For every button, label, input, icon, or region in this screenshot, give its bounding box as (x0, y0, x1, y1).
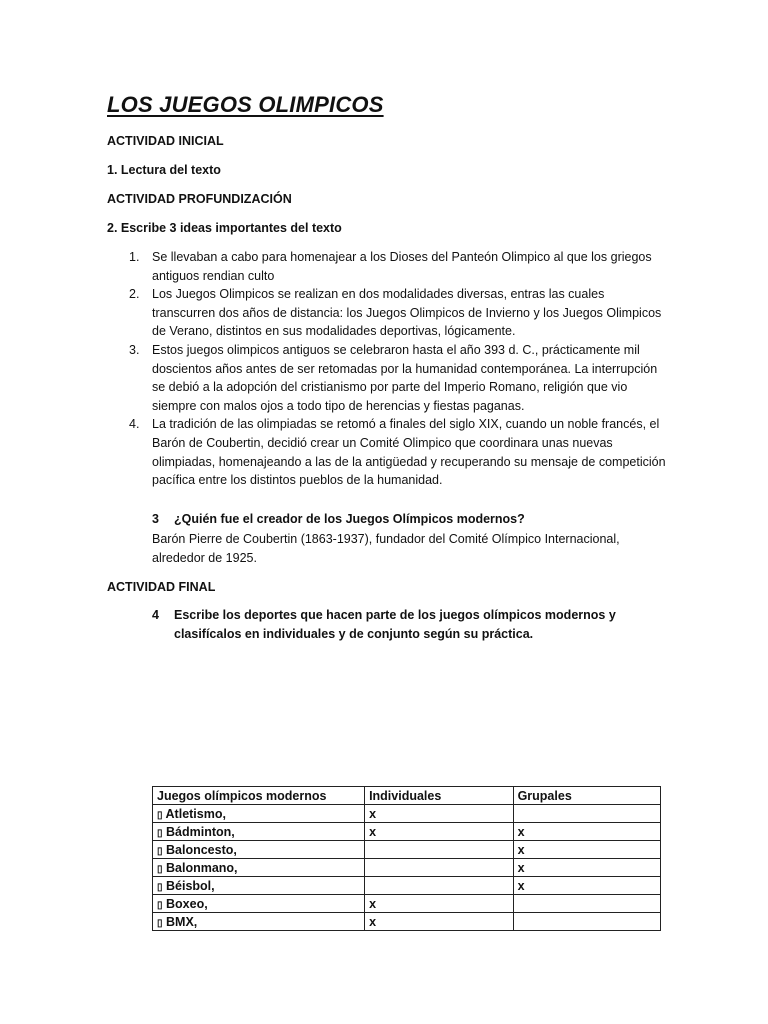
sport-cell (153, 913, 365, 931)
heading-actividad-profundizacion: ACTIVIDAD PROFUNDIZACIÓN (107, 192, 292, 206)
idea-number: 2. (129, 287, 140, 302)
item-escribe-ideas: 2. Escribe 3 ideas importantes del texto (107, 221, 342, 235)
table-row (153, 877, 661, 895)
idea-number: 3. (129, 342, 140, 357)
question-number: 4 (152, 608, 159, 622)
bullet-icon: ▯ (157, 827, 163, 839)
idea-item-2 (107, 285, 667, 341)
sport-name: Boxeo, (166, 896, 208, 911)
sport-cell (153, 841, 365, 859)
individual-cell: x (365, 895, 514, 913)
table-row (153, 805, 661, 823)
question-3 (152, 512, 525, 526)
idea-number: 4. (129, 417, 140, 432)
table-row (153, 841, 661, 859)
bullet-icon: ▯ (157, 845, 163, 857)
table-row (153, 823, 661, 841)
table-row (153, 895, 661, 913)
grupal-cell (513, 895, 660, 913)
header-juegos: Juegos olímpicos modernos (153, 787, 365, 805)
individual-cell: x (365, 823, 514, 841)
sport-name: Balonmano, (166, 860, 238, 875)
individual-cell: x (365, 913, 514, 931)
individual-cell (365, 841, 514, 859)
idea-text: Se llevaban a cabo para homenajear a los Dioses del Panteón Olimpico al que los griegos antiguos rendian culto (152, 250, 652, 283)
grupal-cell: x (513, 877, 660, 895)
idea-item-4 (107, 415, 667, 489)
heading-actividad-inicial: ACTIVIDAD INICIAL (107, 134, 224, 148)
item-lectura: 1. Lectura del texto (107, 163, 221, 177)
individual-cell: x (365, 805, 514, 823)
answer-3: Barón Pierre de Coubertin (1863-1937), fundador del Comité Olímpico Internacional, alrededor de 1925. (152, 532, 620, 565)
grupal-cell: x (513, 823, 660, 841)
question-4 (152, 606, 672, 644)
ideas-list (107, 248, 667, 490)
grupal-cell: x (513, 841, 660, 859)
sport-name: Bádminton, (166, 824, 235, 839)
bullet-icon: ▯ (157, 881, 163, 893)
idea-item-1 (107, 248, 667, 285)
bullet-icon: ▯ (157, 899, 163, 911)
sport-name: Atletismo, (165, 806, 226, 821)
individual-cell (365, 859, 514, 877)
bullet-icon: ▯ (157, 917, 163, 929)
sport-name: BMX, (166, 914, 198, 929)
grupal-cell: x (513, 859, 660, 877)
sports-table (152, 786, 661, 931)
sport-name: Baloncesto, (166, 842, 237, 857)
table-header-row (153, 787, 661, 805)
grupal-cell (513, 805, 660, 823)
sport-cell (153, 823, 365, 841)
idea-item-3 (107, 341, 667, 415)
sport-name: Béisbol, (166, 878, 215, 893)
sport-cell (153, 895, 365, 913)
document-title: LOS JUEGOS OLIMPICOS (107, 92, 384, 117)
header-grupales: Grupales (513, 787, 660, 805)
bullet-icon: ▯ (157, 863, 163, 875)
sport-cell (153, 805, 365, 823)
individual-cell (365, 877, 514, 895)
idea-text: La tradición de las olimpiadas se retomó a finales del siglo XIX, cuando un noble francés, el Barón de Coubertin, decidió crear un Comité Olimpico que coordinara unas nuevas olimpiadas, homenajeando a las de la antigüedad y recuperando su mensaje de competición pacífica entre los distintos pueblos de la humanidad. (152, 417, 666, 488)
table-row (153, 859, 661, 877)
grupal-cell (513, 913, 660, 931)
bullet-icon: ▯ (157, 809, 163, 821)
table-row (153, 913, 661, 931)
idea-text: Los Juegos Olimpicos se realizan en dos modalidades diversas, entras las cuales transcurren dos años de distancia: los Juegos Olimpicos de Invierno y los Juegos Olimpicos de Verano, distintos en sus modalidades deportivas, lógicamente. (152, 287, 662, 339)
sport-cell (153, 877, 365, 895)
question-number: 3 (152, 512, 159, 526)
question-text: ¿Quién fue el creador de los Juegos Olímpicos modernos? (174, 512, 525, 526)
question-text: Escribe los deportes que hacen parte de los juegos olímpicos modernos y clasifícalos en individuales y de conjunto según su práctica. (174, 608, 616, 641)
idea-text: Estos juegos olimpicos antiguos se celebraron hasta el año 393 d. C., prácticamente mil doscientos años antes de ser retomadas por la humanidad contemporánea. La interrupción se debió a la adopción del cristianismo por parte del Imperio Romano, religión que vio siempre con malos ojos a todo tipo de herencias y fiestas paganas. (152, 342, 658, 413)
heading-actividad-final: ACTIVIDAD FINAL (107, 580, 216, 594)
idea-number: 1. (129, 250, 140, 264)
sport-cell (153, 859, 365, 877)
header-individuales: Individuales (365, 787, 514, 805)
